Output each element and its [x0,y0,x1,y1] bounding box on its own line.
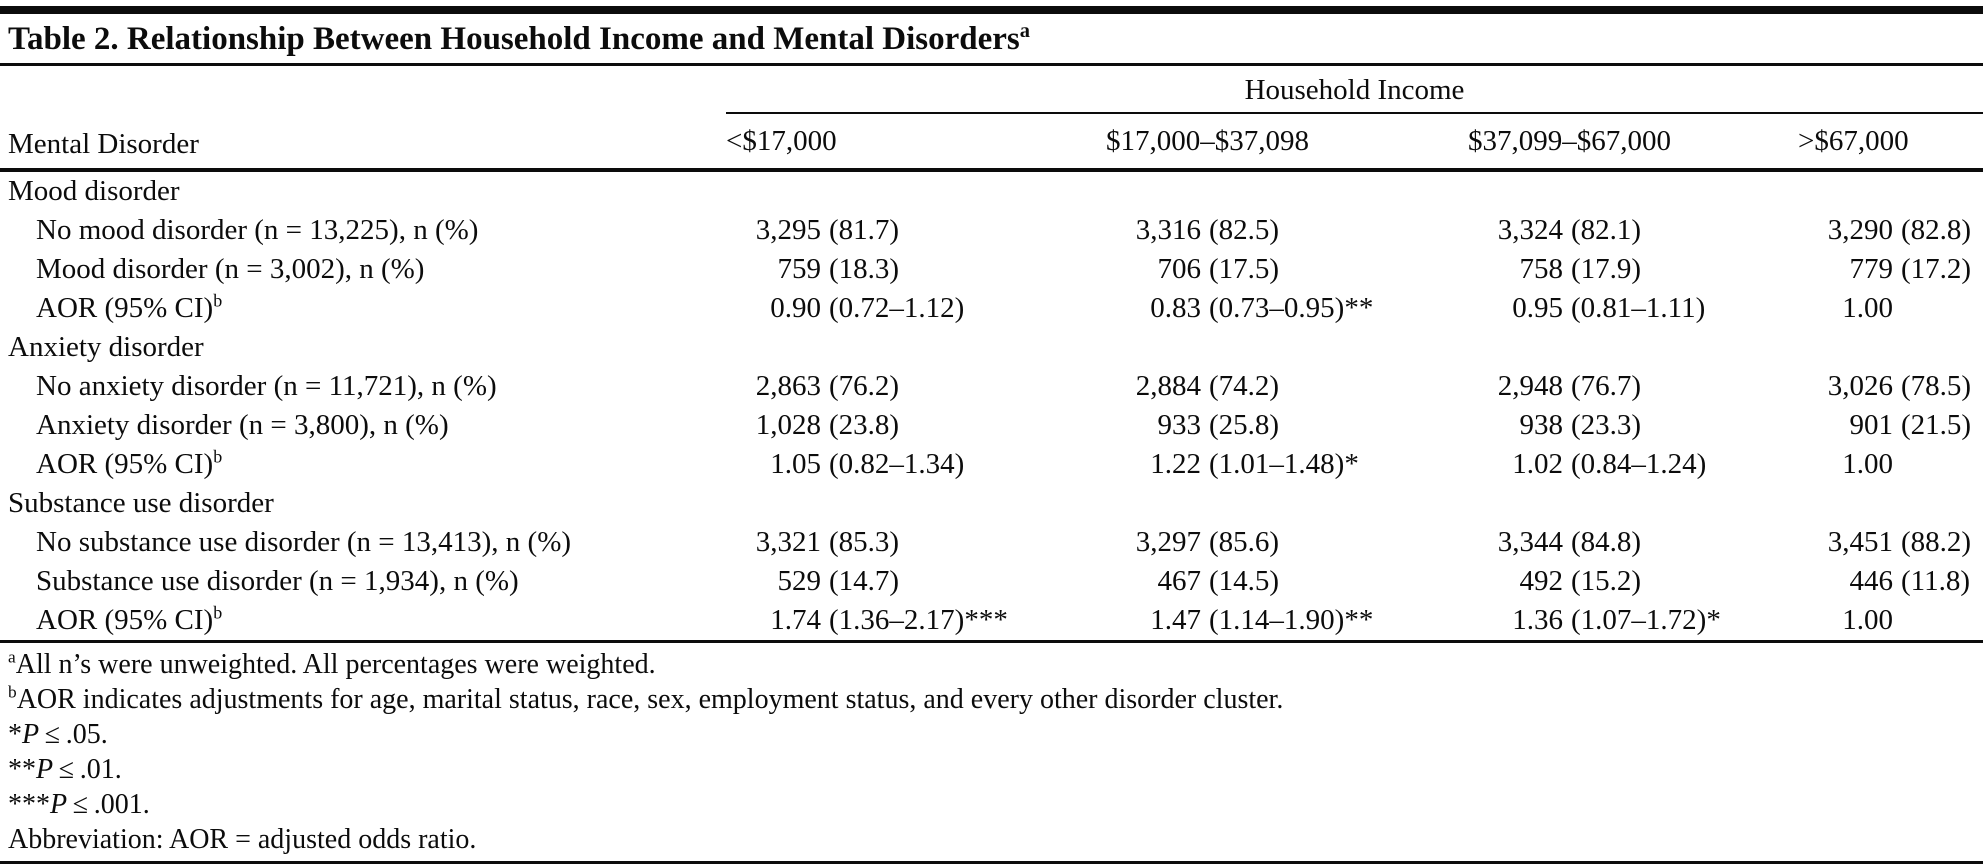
footnote-text: Abbreviation: AOR = adjusted odds ratio. [8,824,477,855]
cell-value: 1,028 [755,409,821,441]
footnote-text: ≤ .05. [39,719,108,750]
cell-value: 1.00 [1842,604,1893,636]
data-row [0,601,1983,640]
footnote: ***P ≤ .001. [8,789,150,820]
table-title-superscript: a [1019,20,1030,42]
row-label: No substance use disorder (n = 13,413), n (%) [36,526,572,558]
cell-value: 467 [1157,565,1201,597]
footnote [8,647,1983,682]
cell-value: 1.00 [1842,448,1893,480]
cell-value: 1.47 [1150,604,1201,636]
cell-value: 3,026 [1827,370,1893,402]
footnote-p-variable: P [36,754,54,785]
table-body [0,172,1983,640]
superscript: b [213,602,223,623]
data-cell [1106,250,1468,289]
data-cell [1106,211,1468,250]
cell-value: 0.95 [1512,292,1563,324]
superscript: b [213,290,223,311]
row-label: Substance use disorder (n = 1,934), n (%) [36,565,519,597]
cell-value: 1.00 [1842,292,1893,324]
cell-value: 938 [1519,409,1563,441]
section-label: Anxiety disorder [8,331,204,363]
data-cell [1798,211,1983,250]
cell-value: 3,297 [1135,526,1201,558]
footnote-text: ≤ .01. [53,754,122,785]
cell-ci: (1.14–1.90)** [1209,604,1374,636]
data-cell [1468,406,1798,445]
table-title [0,14,1983,63]
footnote: *P ≤ .05. [8,719,108,750]
superscript: b [213,446,223,467]
data-cell [726,250,1106,289]
cell-ci: (23.8) [829,409,900,441]
section-label: Substance use disorder [8,487,274,519]
section-header-row [0,172,1983,211]
data-cell [1106,523,1468,562]
row-label: AOR (95% CI)$^b$ [36,602,223,636]
column-header-income-1: $17,000–$37,098 [1106,125,1309,157]
data-cell [1468,211,1798,250]
column-header-row [0,114,1983,168]
cell-ci: (74.2) [1209,370,1280,402]
data-cell [1798,289,1983,328]
cell-ci: (0.73–0.95)** [1209,292,1374,324]
row-label: Mood disorder (n = 3,002), n (%) [36,253,425,285]
data-row [0,445,1983,484]
data-cell [1106,562,1468,601]
row-label: AOR (95% CI)$^b$ [36,290,223,324]
cell-ci: (25.8) [1209,409,1280,441]
column-header-income-2: $37,099–$67,000 [1468,125,1671,157]
cell-ci: (1.36–2.17)*** [829,604,1008,636]
data-cell [1468,289,1798,328]
column-header-income-0: <$17,000 [726,125,837,157]
cell-value: 529 [777,565,821,597]
data-cell [1468,367,1798,406]
data-cell [1106,406,1468,445]
data-cell [1468,601,1798,640]
data-cell [1106,289,1468,328]
data-row [0,523,1983,562]
cell-value: 2,948 [1497,370,1563,402]
spanner-row-spacer [0,66,726,114]
data-cell [726,445,1106,484]
row-label: AOR (95% CI)$^b$ [36,446,223,480]
cell-ci: (82.1) [1571,214,1642,246]
cell-ci: (23.3) [1571,409,1642,441]
footnotes [0,643,1983,861]
cell-value: 3,295 [755,214,821,246]
cell-value: 901 [1849,409,1893,441]
cell-ci: (0.84–1.24) [1571,448,1707,480]
cell-value: 933 [1157,409,1201,441]
data-cell [726,406,1106,445]
cell-value: 1.22 [1150,448,1201,480]
cell-ci: (85.6) [1209,526,1280,558]
data-cell [1468,562,1798,601]
data-cell [1798,601,1983,640]
cell-ci: (82.5) [1209,214,1280,246]
data-row [0,250,1983,289]
cell-ci: (0.81–1.11) [1571,292,1706,324]
cell-ci: (15.2) [1571,565,1642,597]
cell-ci: (0.82–1.34) [829,448,965,480]
data-row [0,289,1983,328]
cell-ci: (11.8) [1901,565,1970,597]
cell-value: 0.90 [770,292,821,324]
cell-ci: (82.8) [1901,214,1972,246]
cell-ci: (1.07–1.72)* [1571,604,1721,636]
data-cell [1798,406,1983,445]
data-cell [726,289,1106,328]
cell-value: 3,316 [1135,214,1201,246]
cell-value: 3,324 [1497,214,1563,246]
cell-ci: (21.5) [1901,409,1972,441]
footnote [8,682,1983,717]
footnote: **P ≤ .01. [8,754,122,785]
data-cell [726,211,1106,250]
cell-value: 3,290 [1827,214,1893,246]
data-cell [1798,250,1983,289]
superscript: b [8,682,17,702]
cell-value: 1.36 [1512,604,1563,636]
cell-ci: (76.2) [829,370,900,402]
cell-value: 3,344 [1497,526,1563,558]
cell-ci: (14.5) [1209,565,1280,597]
cell-value: 1.02 [1512,448,1563,480]
cell-ci: (76.7) [1571,370,1642,402]
spanner-row [0,66,1983,114]
data-cell [726,367,1106,406]
data-row [0,406,1983,445]
data-cell [726,523,1106,562]
data-cell [1798,523,1983,562]
cell-ci: (18.3) [829,253,900,285]
data-cell [726,601,1106,640]
top-rule [0,6,1983,14]
data-cell [1106,367,1468,406]
cell-ci: (85.3) [829,526,900,558]
cell-ci: (14.7) [829,565,900,597]
cell-ci: (81.7) [829,214,900,246]
footnote [8,822,1983,857]
column-header-income-3: >$67,000 [1798,125,1909,157]
cell-value: 758 [1519,253,1563,285]
cell-ci: (78.5) [1901,370,1972,402]
cell-ci: (17.5) [1209,253,1280,285]
data-cell [1798,367,1983,406]
cell-ci: (17.2) [1901,253,1972,285]
footnote-text: AOR indicates adjustments for age, marital status, race, sex, employment status, and every other disorder cluster. [16,684,1284,715]
cell-value: 2,884 [1135,370,1201,402]
data-cell [1106,445,1468,484]
data-row [0,367,1983,406]
footnote-text: ≤ .001. [67,789,150,820]
footnote-p-variable: P [50,789,68,820]
footnote-text: All n’s were unweighted. All percentages were weighted. [15,649,656,680]
cell-value: 779 [1849,253,1893,285]
data-cell [726,562,1106,601]
cell-value: 0.83 [1150,292,1201,324]
footnote-p-variable: P [22,719,40,750]
cell-value: 3,451 [1827,526,1893,558]
data-cell [1468,445,1798,484]
cell-ci: (17.9) [1571,253,1642,285]
table-title-text: Table 2. Relationship Between Household Income and Mental Disorders [8,21,1020,57]
cell-ci: (84.8) [1571,526,1642,558]
section-label: Mood disorder [8,175,180,207]
household-income-spanner: Household Income [726,66,1983,114]
data-row [0,562,1983,601]
cell-ci: (88.2) [1901,526,1972,558]
section-header-row [0,328,1983,367]
row-label: No mood disorder (n = 13,225), n (%) [36,214,479,246]
data-cell [1798,562,1983,601]
cell-value: 706 [1157,253,1201,285]
data-cell [1468,523,1798,562]
cell-value: 759 [777,253,821,285]
data-row [0,211,1983,250]
cell-value: 492 [1519,565,1563,597]
row-label: Anxiety disorder (n = 3,800), n (%) [36,409,449,441]
cell-value: 1.05 [770,448,821,480]
section-header-row [0,484,1983,523]
data-cell [1798,445,1983,484]
cell-value: 2,863 [755,370,821,402]
cell-value: 3,321 [755,526,821,558]
cell-value: 446 [1849,565,1893,597]
data-cell [1468,250,1798,289]
cell-value: 1.74 [770,604,821,636]
data-cell [1106,601,1468,640]
superscript: a [8,647,16,667]
column-header-mental-disorder: Mental Disorder [8,128,199,160]
cell-ci: (1.01–1.48)* [1209,448,1359,480]
cell-ci: (0.72–1.12) [829,292,965,324]
row-label: No anxiety disorder (n = 11,721), n (%) [36,370,497,402]
